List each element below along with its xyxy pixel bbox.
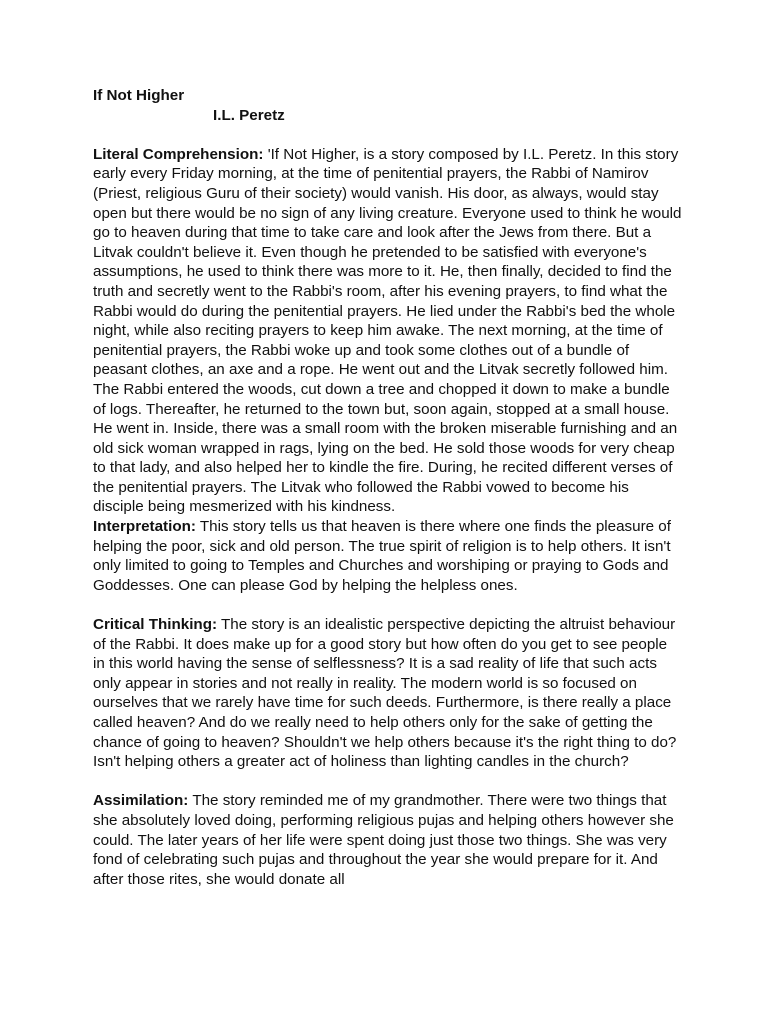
spacer — [93, 772, 683, 792]
literal-comprehension-heading: Literal Comprehension: — [93, 145, 264, 163]
document-author: I.L. Peretz — [213, 106, 285, 124]
spacer — [93, 595, 683, 615]
critical-thinking-heading: Critical Thinking: — [93, 616, 218, 634]
spacer — [93, 125, 683, 145]
critical-thinking-text: The story is an idealistic perspective depicting the altruist behaviour of the Rabbi. It does make up for a good story but how often do you get to see people in this world having the sense of selflessness? It is a sad reality of life that such acts only appear in stories and not really in reality. The modern world is so focused on ourselves that we rarely have time for such deeds. Furthermore, is there really a place called heaven? And do we really need to help others only for the sake of getting the chance of going to heaven? Shouldn't we help others because it's the right thing to do? Isn't helping others a greater act of holiness than lighting candles in the church? — [93, 616, 677, 771]
assimilation-heading: Assimilation: — [93, 792, 189, 810]
document-page — [93, 86, 683, 889]
literal-comprehension-paragraph-1 — [93, 145, 683, 380]
literal-comprehension-text-1: 'If Not Higher, is a story composed by I.L. Peretz. In this story early every Friday morning, at the time of penitential prayers, the Rabbi of Namirov (Priest, religious Guru of their society) would vanish. His door, as always, would stay open but there would be no sign of any living creature. Everyone used to think he would go to heaven during that time to take care and look after the Jews from there. But a Litvak couldn't believe it. Even though he pretended to be satisfied with everyone's assumptions, he used to think there was more to it. He, then finally, decided to find the truth and secretly went to the Rabbi's room, after his evening prayers, to find what the Rabbi would do during the penitential prayers. He lied under the Rabbi's bed the whole night, while also reciting prayers to keep him awake. The next morning, at the time of penitential prayers, the Rabbi woke up and took some clothes out of a bundle of peasant clothes, an axe and a rope. He went out and the Litvak secretly followed him. — [93, 145, 682, 379]
assimilation-paragraph — [93, 791, 683, 889]
interpretation-paragraph — [93, 517, 683, 595]
literal-comprehension-paragraph-2: The Rabbi entered the woods, cut down a tree and chopped it down to make a bundle of logs. Thereafter, he returned to the town but, soon again, stopped at a small house. He went in. Inside, there was a small room with the broken miserable furnishing and an old sick woman wrapped in rags, lying on the bed. He sold those woods for very cheap to that lady, and also helped her to kindle the fire. During, he recited different verses of the penitential prayers. The Litvak who followed the Rabbi vowed to become his disciple being mesmerized with his kindness. — [93, 380, 678, 516]
assimilation-text: The story reminded me of my grandmother. There were two things that she absolutely loved doing, performing religious pujas and helping others however she could. The later years of her life were spent doing just those two things. She was very fond of celebrating such pujas and throughout the year she would prepare for it. And after those rites, she would donate all — [93, 792, 674, 888]
interpretation-heading: Interpretation: — [93, 518, 196, 536]
critical-thinking-paragraph — [93, 615, 683, 772]
interpretation-text: This story tells us that heaven is there where one finds the pleasure of helping the poor, sick and old person. The true spirit of religion is to help others. It isn't only limited to going to Temples and Churches and worshiping or praying to Gods and Goddesses. One can please God by helping the helpless ones. — [93, 518, 671, 594]
document-title: If Not Higher — [93, 87, 185, 104]
